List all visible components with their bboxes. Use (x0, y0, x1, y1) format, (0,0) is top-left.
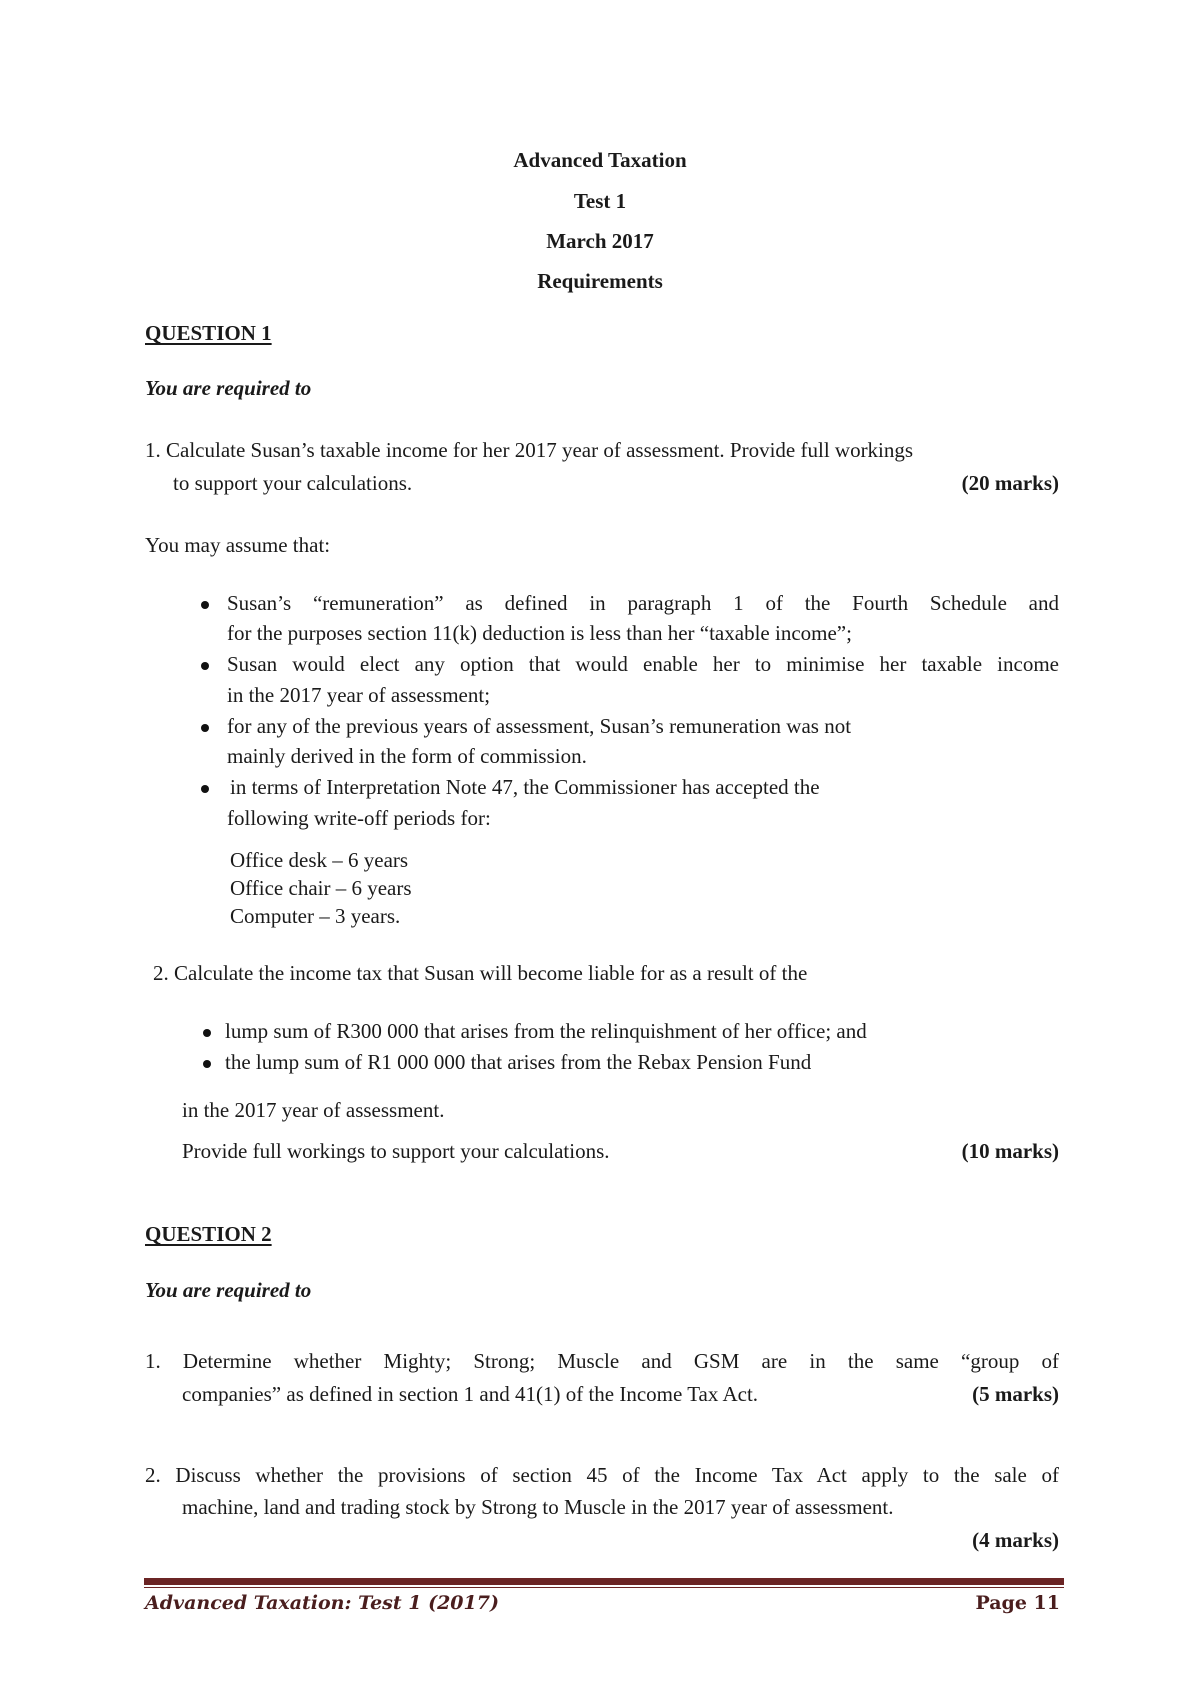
section-title: Requirements (537, 269, 663, 293)
course-title: Advanced Taxation (513, 148, 687, 172)
q2-item2-marks: (4 marks) (972, 1528, 1059, 1552)
q1-bullet3-line2: mainly derived in the form of commission. (227, 744, 587, 768)
q1-assume-text: You may assume that: (145, 533, 331, 557)
q1-bullet1-line1: Susan’s “remuneration” as defined in paragraph 1 of the Fourth Schedule and (227, 591, 1059, 615)
write-off-chair: Office chair – 6 years (230, 876, 412, 900)
q1-bullet3-line1: for any of the previous years of assessment, Susan’s remuneration was not (227, 714, 852, 738)
question-1-instruction: You are required to (145, 376, 312, 400)
question-2-heading: QUESTION 2 (145, 1222, 272, 1246)
bullet-icon (201, 662, 209, 670)
q1-item2-bullet1: lump sum of R300 000 that arises from the relinquishment of her office; and (225, 1019, 867, 1043)
q1-item1-marks: (20 marks) (961, 471, 1059, 495)
q1-item1-line1: 1. Calculate Susan’s taxable income for her 2017 year of assessment. Provide full workings (145, 438, 914, 462)
q1-bullet1-line2: for the purposes section 11(k) deduction is less than her “taxable income”; (227, 621, 852, 645)
bullet-icon (201, 724, 209, 732)
bullet-icon (203, 1029, 211, 1037)
test-date: March 2017 (546, 229, 654, 253)
q2-item1-marks: (5 marks) (972, 1382, 1059, 1406)
test-title: Test 1 (573, 189, 627, 213)
q1-bullet2-line1: Susan would elect any option that would enable her to minimise her taxable income (227, 652, 1059, 676)
q1-item2-line2: in the 2017 year of assessment. (182, 1098, 445, 1122)
write-off-desk: Office desk – 6 years (230, 848, 409, 872)
q2-item1-line2: companies” as defined in section 1 and 41(1) of the Income Tax Act. (182, 1382, 759, 1406)
footer-title: Advanced Taxation: Test 1 (2017) (145, 1592, 499, 1614)
bullet-icon (201, 601, 209, 609)
q1-item1-line2: to support your calculations. (173, 471, 413, 495)
question-1-heading: QUESTION 1 (145, 321, 272, 345)
page-number: Page 11 (975, 1592, 1060, 1614)
footer-rule-thin (144, 1587, 1064, 1588)
q2-item1-line1: 1. Determine whether Mighty; Strong; Muscle and GSM are in the same “group of (145, 1349, 1059, 1373)
q1-bullet2-line2: in the 2017 year of assessment; (227, 683, 491, 707)
bullet-icon (203, 1060, 211, 1068)
q1-item2-line1: 2. Calculate the income tax that Susan will become liable for as a result of the (153, 961, 808, 985)
q2-item2-line1: 2. Discuss whether the provisions of section 45 of the Income Tax Act apply to the sale of (145, 1463, 1059, 1487)
q2-item2-line2: machine, land and trading stock by Strong to Muscle in the 2017 year of assessment. (182, 1495, 894, 1519)
q1-item2-marks: (10 marks) (961, 1139, 1059, 1163)
q1-item2-bullet2: the lump sum of R1 000 000 that arises from the Rebax Pension Fund (225, 1050, 812, 1074)
bullet-icon (201, 785, 209, 793)
write-off-computer: Computer – 3 years. (230, 904, 401, 928)
q1-bullet4-line1: in terms of Interpretation Note 47, the Commissioner has accepted the (230, 775, 820, 799)
q1-bullet4-line2: following write-off periods for: (227, 806, 491, 830)
q1-item2-line3: Provide full workings to support your calculations. (182, 1139, 610, 1163)
footer-rule (144, 1578, 1064, 1585)
question-2-instruction: You are required to (145, 1278, 312, 1302)
